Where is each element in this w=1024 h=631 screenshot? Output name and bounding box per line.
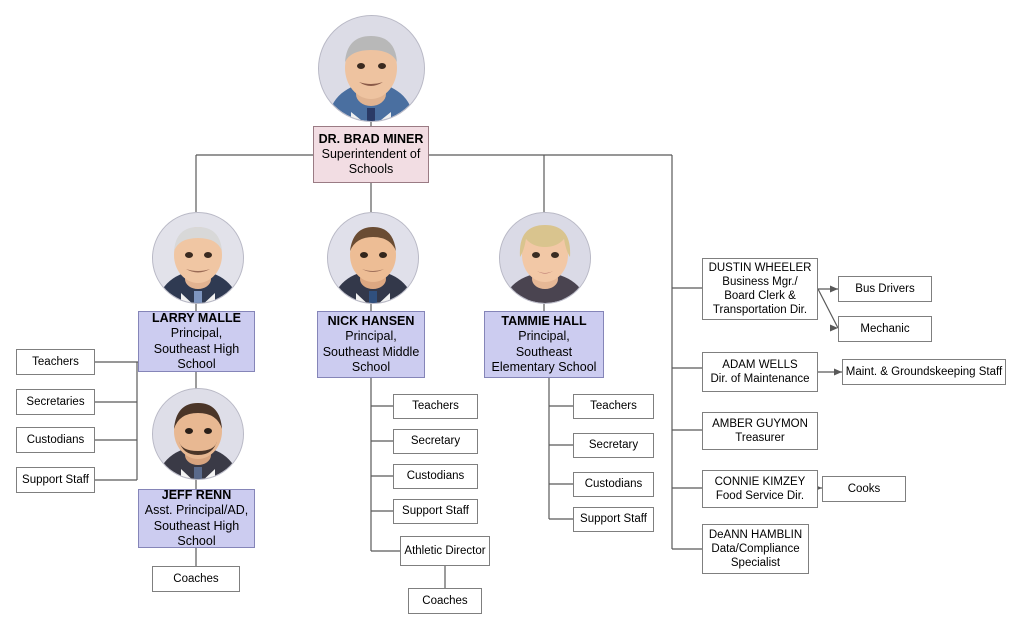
principal-es-name: TAMMIE HALL <box>501 314 587 328</box>
principal-es-title-3: Elementary School <box>491 359 597 374</box>
hs-custodians-label: Custodians <box>26 433 85 446</box>
node-ms-teachers[interactable] <box>393 394 478 419</box>
principal-hs-title-1: Principal, <box>170 326 223 341</box>
mechanic-label: Mechanic <box>860 322 910 335</box>
business-manager-title-2: Board Clerk & <box>724 290 796 302</box>
principal-ms-title-1: Principal, <box>345 329 397 344</box>
asst-principal-title-3: School <box>177 533 216 548</box>
asst-principal-title-1: Asst. Principal/AD, <box>144 503 249 518</box>
node-principal-elementary-school[interactable] <box>484 311 604 378</box>
principal-hs-title-3: School <box>177 356 216 371</box>
node-hs-teachers[interactable] <box>16 349 95 375</box>
hs-secretaries-label: Secretaries <box>26 395 85 408</box>
hs-coaches-label: Coaches <box>173 572 219 585</box>
node-superintendent[interactable] <box>313 126 429 183</box>
principal-ms-title-2: Southeast Middle <box>322 344 420 359</box>
node-principal-middle-school[interactable] <box>317 311 425 378</box>
food-service-title: Food Service Dir. <box>715 490 805 502</box>
node-ms-custodians[interactable] <box>393 464 478 489</box>
node-hs-secretaries[interactable] <box>16 389 95 415</box>
principal-ms-title-3: School <box>351 359 391 374</box>
node-principal-high-school[interactable] <box>138 311 255 372</box>
treasurer-title: Treasurer <box>735 432 785 444</box>
cooks-label: Cooks <box>847 482 881 495</box>
ms-custodians-label: Custodians <box>406 470 465 483</box>
node-ms-secretary[interactable] <box>393 429 478 454</box>
node-es-secretary[interactable] <box>573 433 654 458</box>
maintenance-staff-label: Maint. & Groundskeeping Staff <box>845 365 1003 378</box>
superintendent-title-2: Schools <box>348 162 394 177</box>
node-maintenance-staff[interactable] <box>842 359 1006 385</box>
node-bus-drivers[interactable] <box>838 276 932 302</box>
es-secretary-label: Secretary <box>588 439 639 452</box>
hs-support-label: Support Staff <box>22 473 89 486</box>
principal-es-title-1: Principal, <box>518 329 570 344</box>
food-service-name: CONNIE KIMZEY <box>714 475 806 488</box>
superintendent-title-1: Superintendent of <box>321 146 421 161</box>
bus-drivers-label: Bus Drivers <box>855 282 915 295</box>
data-compliance-title-2: Specialist <box>730 557 781 569</box>
node-hs-support-staff[interactable] <box>16 467 95 493</box>
es-support-label: Support Staff <box>580 513 647 526</box>
principal-hs-title-2: Southeast High <box>153 341 240 356</box>
ms-secretary-label: Secretary <box>410 435 461 448</box>
ms-coaches-label: Coaches <box>422 594 468 607</box>
node-ms-support-staff[interactable] <box>393 499 478 524</box>
node-asst-principal-high-school[interactable] <box>138 489 255 548</box>
node-cooks[interactable] <box>822 476 906 502</box>
ms-teachers-label: Teachers <box>412 400 459 413</box>
es-custodians-label: Custodians <box>584 478 643 491</box>
hs-teachers-label: Teachers <box>32 355 79 368</box>
node-treasurer[interactable] <box>702 412 818 450</box>
node-es-teachers[interactable] <box>573 394 654 419</box>
es-teachers-label: Teachers <box>590 400 637 413</box>
node-business-manager[interactable] <box>702 258 818 320</box>
business-manager-title-3: Transportation Dir. <box>712 304 808 317</box>
node-hs-custodians[interactable] <box>16 427 95 453</box>
node-hs-coaches[interactable] <box>152 566 240 592</box>
avatar-tammie-hall <box>499 212 591 304</box>
node-ms-athletic-director[interactable] <box>400 536 490 566</box>
node-es-support-staff[interactable] <box>573 507 654 532</box>
node-mechanic[interactable] <box>838 316 932 342</box>
avatar-nick-hansen <box>327 212 419 304</box>
treasurer-name: AMBER GUYMON <box>712 417 808 430</box>
business-manager-title-1: Business Mgr./ <box>722 275 798 288</box>
asst-principal-name: JEFF RENN <box>161 488 232 502</box>
avatar-jeff-renn <box>152 388 244 480</box>
principal-hs-name: LARRY MALLE <box>152 311 241 325</box>
ms-athletic-director-label: Athletic Director <box>404 544 486 557</box>
avatar-larry-malle <box>152 212 244 304</box>
node-ms-coaches[interactable] <box>408 588 482 614</box>
asst-principal-title-2: Southeast High <box>153 518 240 533</box>
data-compliance-name: DeANN HAMBLIN <box>708 528 803 541</box>
node-food-service-director[interactable] <box>702 470 818 508</box>
node-es-custodians[interactable] <box>573 472 654 497</box>
superintendent-name: DR. BRAD MINER <box>318 131 424 146</box>
avatar-superintendent <box>318 15 425 122</box>
business-manager-name: DUSTIN WHEELER <box>708 261 812 274</box>
node-maintenance-director[interactable] <box>702 352 818 392</box>
principal-es-title-2: Southeast <box>515 344 573 359</box>
maintenance-director-name: ADAM WELLS <box>722 358 798 371</box>
principal-ms-name: NICK HANSEN <box>327 314 415 328</box>
data-compliance-title-1: Data/Compliance <box>711 542 800 555</box>
node-data-compliance-specialist[interactable] <box>702 524 809 574</box>
maintenance-director-title: Dir. of Maintenance <box>710 373 810 385</box>
ms-support-label: Support Staff <box>402 505 469 518</box>
